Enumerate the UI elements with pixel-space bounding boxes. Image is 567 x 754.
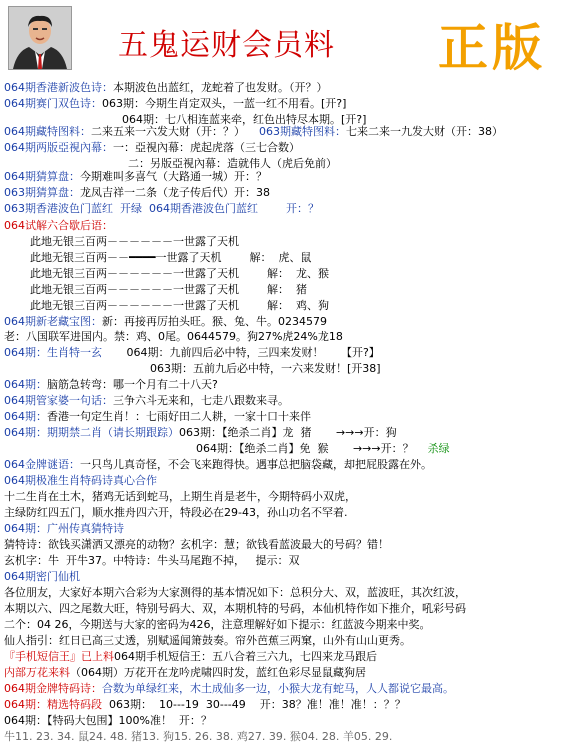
text-segment: 今期难叫多喜气（大路通一城）开：？ bbox=[80, 170, 267, 184]
text-segment: 064期金牌特码诗： bbox=[4, 681, 102, 695]
text-line bbox=[4, 681, 567, 697]
text-segment: 本期波色出蓝红，龙蛇着了也发财。（开？） bbox=[113, 81, 328, 94]
text-segment: 064期新老藏宝图： bbox=[4, 314, 102, 328]
text-line bbox=[4, 140, 567, 156]
text-line bbox=[30, 282, 567, 298]
text-line bbox=[4, 96, 567, 112]
text-line bbox=[4, 649, 567, 665]
text-segment: 064期：精选特码段 bbox=[4, 697, 102, 711]
text-line bbox=[4, 553, 567, 569]
text-line bbox=[4, 345, 567, 361]
text-segment: 064期猜算盘： bbox=[4, 170, 80, 184]
text-segment: 仙人指引：红日已高三丈透，别赋遥闻箫鼓奏。帘外芭蕉三两窠，山外有山山更秀。 bbox=[4, 633, 411, 647]
text-segment: 064期密门仙机 bbox=[4, 569, 80, 583]
authentic-badge: 正版 bbox=[438, 18, 546, 77]
text-line bbox=[4, 80, 567, 96]
text-segment: 老：八国联军进国内。禁：鸡、0尾。0644579。狗27%虎24%龙18 bbox=[4, 330, 343, 344]
text-line bbox=[30, 266, 567, 282]
text-segment: 064期：【绝杀二肖】免 猴 →→→开：？ bbox=[196, 442, 428, 456]
text-line bbox=[4, 473, 567, 489]
text-segment: 二：另版亞視內幕：造就伟人（虎后免前） bbox=[128, 156, 337, 170]
page-title: 五鬼运财会员料 bbox=[118, 28, 335, 63]
text-line bbox=[4, 489, 567, 505]
text-line bbox=[4, 124, 567, 140]
text-segment: 064期藏特图料： bbox=[4, 124, 91, 138]
text-line bbox=[30, 250, 567, 266]
text-line bbox=[4, 569, 567, 585]
text-line bbox=[4, 697, 567, 713]
text-segment: 二个：04 26，今期送与大家的密码为426，注意理解好如下提示：红蓝波今期来中奖。 bbox=[4, 617, 431, 631]
text-segment: （064期）万花开在龙吟虎啸四时发，蓝红色彩尽显鼠藏狗居 bbox=[70, 665, 366, 679]
text-line bbox=[4, 585, 567, 601]
text-line bbox=[4, 537, 567, 553]
text-segment: 063期猜算盘： bbox=[4, 186, 80, 199]
text-line bbox=[30, 234, 567, 250]
text-line bbox=[4, 314, 567, 330]
text-segment: 合数为单绿红来，木土成仙多一边，小猴大龙有蛇马，人人都说它最高。 bbox=[102, 681, 454, 695]
text-segment: 064期极准生肖特码诗真心合作 bbox=[4, 474, 157, 488]
text-segment: 此地无银三百两－－－－－－一世露了天机 解： 鸡、狗 bbox=[30, 298, 329, 312]
text-segment: 064期：期期禁二肖（请长期跟踪） bbox=[4, 426, 179, 440]
text-segment: 064期： bbox=[4, 378, 47, 392]
text-segment: 此地无银三百两－－－－－－一世露了天机 解： 龙、猴 bbox=[30, 266, 329, 280]
text-segment: 此地无银三百两－－━━━━一世露了天机 解： 虎、鼠 bbox=[30, 250, 312, 264]
text-segment: 064期：生肖特一玄 bbox=[4, 346, 127, 360]
text-segment: 脑筋急转弯：哪一个月有二十八天? bbox=[47, 378, 218, 392]
text-line bbox=[4, 713, 567, 729]
text-line bbox=[4, 729, 567, 745]
text-line bbox=[196, 441, 567, 457]
text-line bbox=[4, 601, 567, 617]
text-segment: 064期两版亞視內幕： bbox=[4, 140, 113, 154]
header bbox=[0, 0, 567, 78]
text-segment: 本期以六、四之尾数大旺，特别号码大、双，本期机特的号码，本仙机特作如下推介，吼彩号码 bbox=[4, 601, 466, 615]
text-segment: 七来二来一九发大财（开：38） bbox=[346, 124, 503, 138]
text-segment: 064期： bbox=[4, 410, 47, 424]
text-segment: 063期：今期生肖定双头，一蓝一红不用看。[开?] bbox=[102, 96, 347, 110]
text-line bbox=[4, 665, 567, 681]
text-segment: 主绿防红四五门，顺水推舟四六开，特段必在29-43，孙山功名不罕着. bbox=[4, 506, 348, 520]
text-segment: 十二生肖在土木，猪鸡无话到蛇马，上期生肖是老牛，今期特码小双虎， bbox=[4, 490, 356, 504]
text-segment: 064期香港波色门蓝红 开：？ bbox=[148, 201, 319, 215]
text-segment: 064期：【特码大包围】100%准！ 开：？ bbox=[4, 713, 212, 727]
text-segment: 064期：九前四后必中特，三四来发财！ 【开?】 bbox=[126, 346, 380, 360]
text-line bbox=[4, 425, 567, 441]
text-segment: 063期：五前九后必中特，一六来发财！[开38] bbox=[150, 362, 381, 376]
text-segment: 龙凤吉祥一二条（龙子传后代）开：38 bbox=[80, 186, 270, 199]
text-segment: 杀绿 bbox=[427, 442, 450, 456]
text-segment: 三争六斗无来和，七走八跟数来寻。 bbox=[113, 394, 289, 408]
text-line bbox=[4, 617, 567, 633]
text-line bbox=[4, 409, 567, 425]
text-line bbox=[4, 633, 567, 649]
text-segment: 064期赛门双色诗： bbox=[4, 96, 102, 110]
text-segment: 一：亞視內幕：虎起虎落（三七合数） bbox=[113, 140, 300, 154]
text-segment: 牛11. 23. 34. 鼠24. 48. 猪13. 狗15. 26. 38. 鸡27. 39. 猴04. 28. 羊05. 29. bbox=[4, 729, 393, 743]
text-line bbox=[4, 218, 567, 234]
text-line bbox=[4, 457, 567, 473]
text-segment: 064期管家婆一句话： bbox=[4, 394, 113, 408]
text-line bbox=[4, 201, 567, 217]
text-segment: 内部万花来料 bbox=[4, 665, 70, 679]
text-segment: 064期手机短信王：五八合着三六九，七四来龙马跟后 bbox=[114, 649, 377, 663]
text-line bbox=[4, 377, 567, 393]
text-segment: 新：再接再厉拍头旺。猴、兔、牛。0234579 bbox=[102, 314, 327, 328]
text-segment: 063期：【绝杀二肖】龙 猪 →→→开：狗 bbox=[179, 426, 397, 440]
text-segment: 063期藏特图料： bbox=[259, 124, 346, 138]
text-line bbox=[150, 361, 567, 377]
text-segment: 二来五来一六发大财（开：？） bbox=[91, 124, 259, 138]
text-segment: 香港一句定生肖！：七雨好田二人耕，一家十口十来伴 bbox=[47, 410, 311, 424]
portrait-photo bbox=[8, 6, 72, 70]
text-segment: 063期香港波色门蓝红 开绿 bbox=[4, 201, 149, 215]
text-segment: 064期香港新波色诗： bbox=[4, 81, 113, 94]
text-line bbox=[4, 329, 567, 345]
text-segment: 猜特诗：欲钱买潇洒又漂亮的动物？玄机字：慧；欲钱看蓝波最大的号码？错！ bbox=[4, 537, 389, 551]
text-line bbox=[4, 169, 567, 185]
text-line bbox=[4, 393, 567, 409]
text-segment: 一只鸟儿真奇怪，不会飞来跑得快。遇事总把脑袋藏，却把屁股露在外。 bbox=[80, 458, 432, 472]
text-segment: 『手机短信王』已上料 bbox=[4, 649, 114, 663]
text-line bbox=[30, 298, 567, 314]
text-segment: 此地无银三百两－－－－－－一世露了天机 解： 猪 bbox=[30, 282, 307, 296]
text-segment: 064金牌谜语： bbox=[4, 458, 80, 472]
text-line bbox=[4, 521, 567, 537]
text-segment: 063期： 10---19 30---49 开：38？准！准！准！：？？ bbox=[102, 697, 406, 711]
person-portrait-icon bbox=[9, 7, 71, 69]
text-line bbox=[4, 505, 567, 521]
text-segment: 玄机字：牛 开牛37。中特诗：牛头马尾跑不掉， 提示：双 bbox=[4, 553, 300, 567]
text-line bbox=[4, 185, 567, 201]
text-segment: 064期：七八相连蓝来牵，红色出特尽本期。[开?] bbox=[122, 112, 367, 126]
text-segment: 此地无银三百两－－－－－－一世露了天机 bbox=[30, 234, 239, 248]
text-segment: 各位朋友，大家好本期六合彩为大家测得的基本情况如下：总积分大、双，蓝波旺，其次红波， bbox=[4, 585, 466, 599]
text-segment: 064期：广州传真猜特诗 bbox=[4, 522, 124, 535]
text-segment: 064试解六合歇后语： bbox=[4, 218, 113, 232]
